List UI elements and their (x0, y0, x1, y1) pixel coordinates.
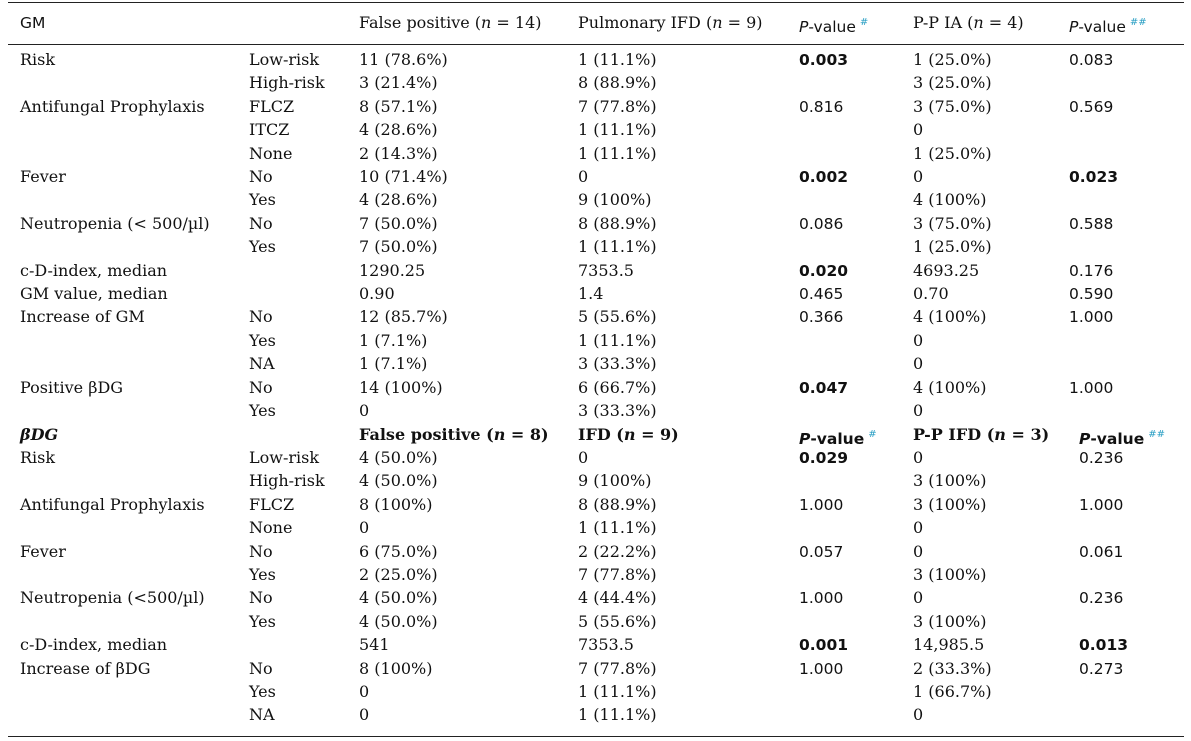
row-label: GM value, median (20, 284, 168, 303)
pp-cell: 3 (75.0%) (913, 96, 992, 116)
ifd-cell: 1.4 (578, 284, 604, 303)
ifd-cell: 7 (77.8%) (578, 565, 657, 584)
footnote-marker: ## (1129, 17, 1147, 28)
row-label: Risk (20, 50, 56, 69)
pvalue2-cell: 0.061 (1079, 542, 1124, 561)
row-category: None (249, 143, 293, 163)
false-positive-cell: 4 (50.0%) (359, 611, 438, 631)
gm-ppia-header: P-P IA (n = 4) (913, 13, 1024, 32)
pp-cell: 0 (913, 588, 924, 608)
pp-cell: 14,985.5 (913, 635, 985, 655)
false-positive-cell: 11 (78.6%) (359, 50, 448, 69)
false-positive-cell: 8 (57.1%) (359, 96, 438, 116)
pvalue-cell: 0.029 (799, 449, 849, 467)
ifd-cell: 9 (100%) (578, 190, 652, 210)
pvalue-cell: 0.003 (799, 51, 849, 69)
pvalue-cell: 0.020 (799, 261, 849, 280)
row-category: Yes (249, 611, 276, 631)
row-label: Positive βDG (20, 377, 124, 397)
pvalue2-cell: 0.588 (1069, 214, 1114, 233)
ifd-cell: 7 (77.8%) (578, 96, 657, 116)
pp-cell: 3 (75.0%) (913, 213, 992, 233)
gm-false-positive-header: False positive (n = 14) (359, 13, 542, 32)
ifd-cell: 7353.5 (578, 260, 634, 280)
pp-cell: 3 (25.0%) (913, 73, 992, 93)
bdg-pvalue-header: P-value # (799, 429, 877, 448)
ifd-cell: 7 (77.8%) (578, 658, 657, 678)
pvalue2-cell: 0.023 (1069, 168, 1119, 186)
ifd-cell: 1 (11.1%) (578, 518, 657, 538)
false-positive-cell: 2 (14.3%) (359, 143, 438, 163)
row-category: Yes (249, 190, 276, 210)
false-positive-cell: 3 (21.4%) (359, 73, 438, 93)
pp-cell: 1 (25.0%) (913, 50, 992, 69)
pp-cell: 0 (913, 518, 924, 538)
false-positive-cell: 541 (359, 635, 390, 655)
false-positive-cell: 14 (100%) (359, 377, 443, 397)
false-positive-cell: 4 (50.0%) (359, 448, 438, 467)
ifd-cell: 1 (11.1%) (578, 143, 657, 163)
pp-cell: 0 (913, 448, 924, 467)
ifd-cell: 1 (11.1%) (578, 120, 657, 140)
pp-cell: 4 (100%) (913, 307, 987, 327)
row-label: Antifungal Prophylaxis (20, 494, 205, 514)
bdg-pvalue2-header: P-value ## (1079, 429, 1165, 448)
pp-cell: 3 (100%) (913, 611, 987, 631)
false-positive-cell: 4 (28.6%) (359, 120, 438, 140)
table-header-rule (8, 44, 1184, 45)
ifd-cell: 8 (88.9%) (578, 73, 657, 93)
false-positive-cell: 0 (359, 682, 370, 701)
row-category: FLCZ (249, 96, 295, 116)
pvalue2-cell: 0.236 (1079, 589, 1124, 608)
false-positive-cell: 4 (28.6%) (359, 190, 438, 210)
row-category: No (249, 213, 273, 233)
pp-cell: 0 (913, 401, 924, 420)
false-positive-cell: 0 (359, 705, 370, 725)
false-positive-cell: 1 (7.1%) (359, 354, 428, 374)
row-category: Yes (249, 682, 276, 701)
ifd-cell: 3 (33.3%) (578, 354, 657, 374)
gm-ifd-header: Pulmonary IFD (n = 9) (578, 13, 763, 32)
row-category: None (249, 518, 293, 538)
row-label: c-D-index, median (20, 635, 168, 655)
false-positive-cell: 4 (50.0%) (359, 588, 438, 608)
row-category: No (249, 377, 273, 397)
false-positive-cell: 4 (50.0%) (359, 471, 438, 491)
ifd-cell: 1 (11.1%) (578, 50, 657, 69)
row-category: No (249, 588, 273, 608)
row-label: Antifungal Prophylaxis (20, 96, 205, 116)
row-category: ITCZ (249, 120, 290, 140)
ifd-cell: 8 (88.9%) (578, 494, 657, 514)
pvalue2-cell: 0.590 (1069, 285, 1114, 303)
false-positive-cell: 0.90 (359, 284, 395, 303)
row-label: Neutropenia (<500/µl) (20, 588, 205, 608)
row-label: Fever (20, 541, 66, 561)
pp-cell: 0 (913, 167, 924, 186)
bdg-section-label: βDG (20, 425, 59, 444)
pp-cell: 4693.25 (913, 260, 980, 280)
pvalue-cell: 1.000 (799, 659, 844, 678)
pvalue-cell: 0.465 (799, 285, 844, 303)
pp-cell: 0 (913, 541, 924, 561)
ifd-cell: 1 (11.1%) (578, 705, 657, 725)
row-category: Yes (249, 565, 276, 584)
pvalue2-cell: 0.569 (1069, 97, 1114, 116)
pvalue-cell: 0.001 (799, 636, 849, 655)
pp-cell: 0 (913, 354, 924, 374)
bdg-false-positive-header: False positive (n = 8) (359, 425, 549, 444)
false-positive-cell: 0 (359, 401, 370, 420)
row-category: No (249, 541, 273, 561)
false-positive-cell: 8 (100%) (359, 658, 433, 678)
pp-cell: 0 (913, 705, 924, 725)
row-category: No (249, 167, 273, 186)
pvalue2-cell: 0.236 (1079, 449, 1124, 467)
false-positive-cell: 8 (100%) (359, 494, 433, 514)
false-positive-cell: 1 (7.1%) (359, 330, 428, 350)
pp-cell: 3 (100%) (913, 565, 987, 584)
ifd-cell: 5 (55.6%) (578, 307, 657, 327)
gm-pvalue2-header: P-value ## (1069, 17, 1147, 36)
ifd-cell: 9 (100%) (578, 471, 652, 491)
pvalue2-cell: 0.273 (1079, 659, 1124, 678)
footnote-marker: # (868, 429, 877, 440)
pp-cell: 3 (100%) (913, 494, 987, 514)
pvalue2-cell: 1.000 (1069, 378, 1114, 397)
pvalue-cell: 1.000 (799, 589, 844, 608)
false-positive-cell: 10 (71.4%) (359, 167, 448, 186)
row-label: Fever (20, 167, 66, 186)
ifd-cell: 4 (44.4%) (578, 588, 657, 608)
bdg-ifd-header: IFD (n = 9) (578, 425, 679, 444)
pp-cell: 1 (25.0%) (913, 143, 992, 163)
pvalue2-cell: 0.013 (1079, 636, 1129, 655)
row-category: High-risk (249, 471, 325, 491)
pvalue-cell: 0.057 (799, 542, 844, 561)
row-category: Yes (249, 237, 276, 257)
ifd-cell: 1 (11.1%) (578, 330, 657, 350)
ifd-cell: 8 (88.9%) (578, 213, 657, 233)
row-label: c-D-index, median (20, 260, 168, 280)
ifd-cell: 6 (66.7%) (578, 377, 657, 397)
pvalue-cell: 0.366 (799, 308, 844, 327)
row-category: Yes (249, 401, 276, 420)
false-positive-cell: 1290.25 (359, 260, 426, 280)
pp-cell: 2 (33.3%) (913, 658, 992, 678)
row-category: Low-risk (249, 50, 320, 69)
row-category: Low-risk (249, 448, 320, 467)
pvalue2-cell: 1.000 (1079, 495, 1124, 514)
ifd-cell: 5 (55.6%) (578, 611, 657, 631)
ifd-cell: 3 (33.3%) (578, 401, 657, 420)
row-category: FLCZ (249, 494, 295, 514)
ifd-cell: 7353.5 (578, 635, 634, 655)
pvalue-cell: 1.000 (799, 495, 844, 514)
pvalue2-cell: 0.176 (1069, 261, 1114, 280)
bdg-ppifd-header: P-P IFD (n = 3) (913, 425, 1050, 444)
ifd-cell: 1 (11.1%) (578, 682, 657, 701)
false-positive-cell: 12 (85.7%) (359, 307, 448, 327)
pp-cell: 1 (66.7%) (913, 682, 992, 701)
false-positive-cell: 7 (50.0%) (359, 213, 438, 233)
row-category: No (249, 658, 273, 678)
false-positive-cell: 2 (25.0%) (359, 565, 438, 584)
pvalue-cell: 0.047 (799, 378, 849, 397)
table-bottom-rule (8, 736, 1184, 737)
false-positive-cell: 7 (50.0%) (359, 237, 438, 257)
pp-cell: 4 (100%) (913, 377, 987, 397)
row-category: NA (249, 354, 275, 374)
false-positive-cell: 6 (75.0%) (359, 541, 438, 561)
pp-cell: 0 (913, 120, 924, 140)
row-category: High-risk (249, 73, 325, 93)
row-label: Risk (20, 448, 56, 467)
pvalue-cell: 0.002 (799, 168, 849, 186)
pvalue-cell: 0.816 (799, 97, 844, 116)
pvalue-cell: 0.086 (799, 214, 844, 233)
pvalue2-cell: 1.000 (1069, 308, 1114, 327)
pp-cell: 4 (100%) (913, 190, 987, 210)
pp-cell: 1 (25.0%) (913, 237, 992, 257)
row-label: Neutropenia (< 500/µl) (20, 213, 210, 233)
row-label: Increase of βDG (20, 658, 151, 678)
pp-cell: 3 (100%) (913, 471, 987, 491)
footnote-marker: # (859, 17, 869, 28)
row-category: NA (249, 705, 275, 725)
pvalue2-cell: 0.083 (1069, 51, 1114, 69)
ifd-cell: 2 (22.2%) (578, 541, 657, 561)
row-category: No (249, 307, 273, 327)
table-top-rule (8, 2, 1184, 3)
ifd-cell: 1 (11.1%) (578, 237, 657, 257)
gm-pvalue-header: P-value # (799, 17, 869, 36)
row-category: Yes (249, 330, 276, 350)
ifd-cell: 0 (578, 448, 589, 467)
false-positive-cell: 0 (359, 518, 370, 538)
pp-cell: 0.70 (913, 284, 949, 303)
gm-section-label: GM (20, 14, 46, 32)
footnote-marker: ## (1148, 429, 1165, 440)
pp-cell: 0 (913, 330, 924, 350)
row-label: Increase of GM (20, 307, 145, 327)
ifd-cell: 0 (578, 167, 589, 186)
